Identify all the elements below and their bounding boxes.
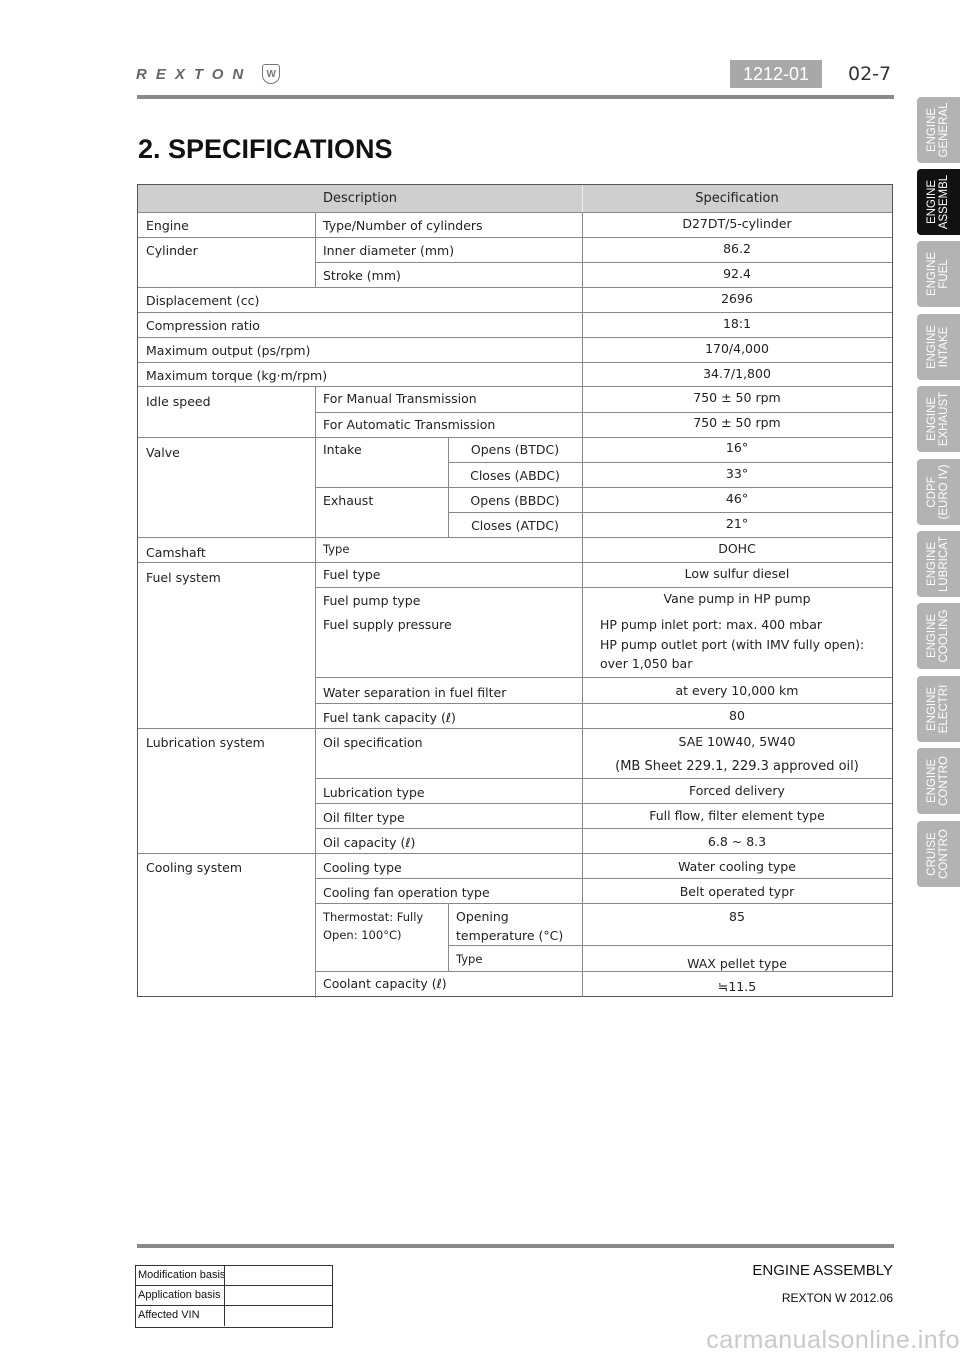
row-fuel-water-value: at every 10,000 km — [675, 683, 799, 698]
row-oil-spec: Oil specification — [323, 735, 423, 750]
row-fuel-pressure-value-2: HP pump outlet port (with IMV fully open): — [600, 637, 865, 652]
tab-engine-fuel[interactable] — [917, 241, 960, 307]
row-output-label: Maximum output (ps/rpm) — [146, 343, 311, 358]
tab-label: ENGINE ASSEMBL — [926, 174, 950, 230]
mod-value — [224, 1306, 332, 1326]
row-idle-manual-value: 750 ± 50 rpm — [693, 390, 781, 405]
brand-logo — [136, 62, 280, 86]
row-opening-2: temperature (°C) — [456, 928, 564, 943]
header-description: Description — [138, 185, 582, 212]
tab-label: CRUISE CONTRO — [926, 829, 950, 879]
tab-engine-general[interactable] — [917, 97, 960, 163]
row-oil-spec-value-1: SAE 10W40, 5W40 — [678, 734, 796, 749]
row-oil-capacity: Oil capacity (ℓ) — [323, 835, 416, 850]
row-fuel-tank-value: 80 — [729, 708, 745, 723]
row-thermostat-1: Thermostat: Fully — [323, 910, 424, 924]
row-exhaust-close: Closes (ATDC) — [471, 518, 559, 533]
row-oil-spec-value-2: (MB Sheet 229.1, 229.3 approved oil) — [615, 759, 859, 774]
row-engine-item: Type/Number of cylinders — [323, 218, 483, 233]
row-fuel-pump-value: Vane pump in HP pump — [663, 591, 811, 606]
mod-row — [136, 1286, 332, 1306]
tab-label: ENGINE CONTRO — [926, 756, 950, 806]
tab-engine-assembly[interactable] — [917, 169, 960, 235]
mod-value — [224, 1286, 332, 1306]
row-camshaft-item: Type — [323, 542, 350, 556]
tab-label: ENGINE FUEL — [926, 251, 950, 297]
row-cooling-type-value: Water cooling type — [678, 859, 796, 874]
tab-label: ENGINE EXHAUST — [926, 391, 950, 447]
footer-model: REXTON W 2012.06 — [781, 1291, 893, 1305]
row-fuel-pressure: Fuel supply pressure — [323, 617, 452, 632]
row-displacement-label: Displacement (cc) — [146, 293, 260, 308]
tab-engine-control[interactable] — [917, 748, 960, 814]
row-oil-filter-value: Full flow, filter element type — [649, 808, 825, 823]
row-fuel-water: Water separation in fuel filter — [323, 685, 507, 700]
row-cooling-type: Cooling type — [323, 860, 402, 875]
row-lube-type-value: Forced delivery — [689, 783, 785, 798]
row-idle-auto-value: 750 ± 50 rpm — [693, 415, 781, 430]
row-valve-exhaust: Exhaust — [323, 493, 374, 508]
tab-engine-cooling[interactable] — [917, 603, 960, 669]
tab-engine-intake[interactable] — [917, 314, 960, 380]
tab-cdpf[interactable] — [917, 459, 960, 525]
mod-row — [136, 1266, 332, 1286]
mod-row — [136, 1306, 332, 1326]
row-cooling-fan-value: Belt operated typr — [679, 884, 795, 899]
row-torque-label: Maximum torque (kg·m/rpm) — [146, 368, 328, 383]
row-idle-auto: For Automatic Transmission — [323, 417, 496, 432]
row-thermo-type-value: WAX pellet type — [687, 956, 787, 971]
row-camshaft-value: DOHC — [718, 541, 756, 556]
row-coolant-value: ≒11.5 — [717, 979, 757, 994]
page-number: 02-7 — [848, 63, 892, 85]
row-stroke-item: Stroke (mm) — [323, 268, 401, 283]
row-bore-value: 86.2 — [723, 241, 751, 256]
row-oil-filter: Oil filter type — [323, 810, 405, 825]
row-engine-label: Engine — [146, 218, 189, 233]
row-fuel-pump: Fuel pump type — [323, 593, 421, 608]
tab-label: ENGINE LUBRICAT — [926, 535, 950, 593]
row-intake-close: Closes (ABDC) — [470, 468, 560, 483]
row-bore-item: Inner diameter (mm) — [323, 243, 455, 258]
modification-table — [135, 1265, 333, 1328]
tab-label: ENGINE INTAKE — [926, 324, 950, 370]
tab-label: CDPF (EURO IV) — [926, 464, 950, 520]
tab-engine-lubrication[interactable] — [917, 531, 960, 597]
doc-code-badge: 1212-01 — [730, 60, 822, 88]
row-oil-capacity-value: 6.8 ~ 8.3 — [707, 834, 767, 849]
row-intake-open: Opens (BTDC) — [470, 442, 560, 457]
tab-label: ENGINE COOLING — [926, 609, 950, 663]
mod-label: Application basis — [138, 1289, 221, 1301]
tab-engine-exhaust[interactable] — [917, 386, 960, 452]
tab-label: ENGINE ELECTRI — [926, 684, 950, 734]
row-exhaust-open-value: 46° — [725, 491, 749, 506]
row-lube-label: Lubrication system — [146, 735, 265, 750]
row-exhaust-close-value: 21° — [725, 516, 749, 531]
row-fuel-type: Fuel type — [323, 567, 381, 582]
spec-table — [137, 184, 893, 997]
header-rule — [137, 95, 894, 99]
footer-rule — [137, 1244, 894, 1248]
row-compression-value: 18:1 — [722, 316, 752, 331]
row-stroke-value: 92.4 — [723, 266, 751, 281]
row-idle-label: Idle speed — [146, 394, 211, 409]
emblem-icon: W — [262, 64, 280, 84]
row-compression-label: Compression ratio — [146, 318, 260, 333]
row-exhaust-open: Opens (BBDC) — [470, 493, 560, 508]
row-torque-value: 34.7/1,800 — [703, 366, 771, 381]
row-thermostat-2: Open: 100°C) — [323, 928, 402, 942]
row-lube-type: Lubrication type — [323, 785, 425, 800]
row-camshaft-label: Camshaft — [146, 545, 206, 560]
row-displacement-value: 2696 — [721, 291, 753, 306]
row-intake-close-value: 33° — [725, 466, 749, 481]
mod-value — [224, 1266, 332, 1286]
row-valve-label: Valve — [146, 445, 180, 460]
brand-wordmark: REXTON — [136, 65, 253, 83]
row-fuel-type-value: Low sulfur diesel — [684, 566, 790, 581]
row-fuel-pressure-value-3: over 1,050 bar — [600, 656, 693, 671]
tab-label: ENGINE GENERAL — [926, 102, 950, 158]
row-opening-1: Opening — [456, 909, 509, 924]
row-valve-intake: Intake — [323, 442, 362, 457]
section-title: 2. SPECIFICATIONS — [138, 134, 393, 164]
mod-label: Affected VIN — [138, 1309, 200, 1321]
row-fuel-pressure-value-1: HP pump inlet port: max. 400 mbar — [600, 617, 823, 632]
row-idle-manual: For Manual Transmission — [323, 391, 477, 406]
mod-label: Modification basis — [138, 1269, 226, 1281]
row-cooling-label: Cooling system — [146, 860, 242, 875]
header-specification: Specification — [582, 185, 892, 212]
tab-engine-electrical[interactable] — [917, 676, 960, 742]
row-cooling-fan: Cooling fan operation type — [323, 885, 490, 900]
row-intake-open-value: 16° — [725, 440, 749, 455]
row-output-value: 170/4,000 — [705, 341, 769, 356]
watermark: carmanualsonline.info — [706, 1326, 960, 1354]
row-fuel-label: Fuel system — [146, 570, 221, 585]
row-fuel-tank: Fuel tank capacity (ℓ) — [323, 710, 456, 725]
footer-section-title: ENGINE ASSEMBLY — [752, 1262, 893, 1279]
row-opening-value: 85 — [729, 909, 745, 924]
row-engine-value: D27DT/5-cylinder — [682, 216, 792, 231]
row-thermo-type: Type — [456, 952, 483, 966]
tab-cruise-control[interactable] — [917, 821, 960, 887]
row-coolant: Coolant capacity (ℓ) — [323, 976, 447, 991]
row-cylinder-label: Cylinder — [146, 243, 198, 258]
